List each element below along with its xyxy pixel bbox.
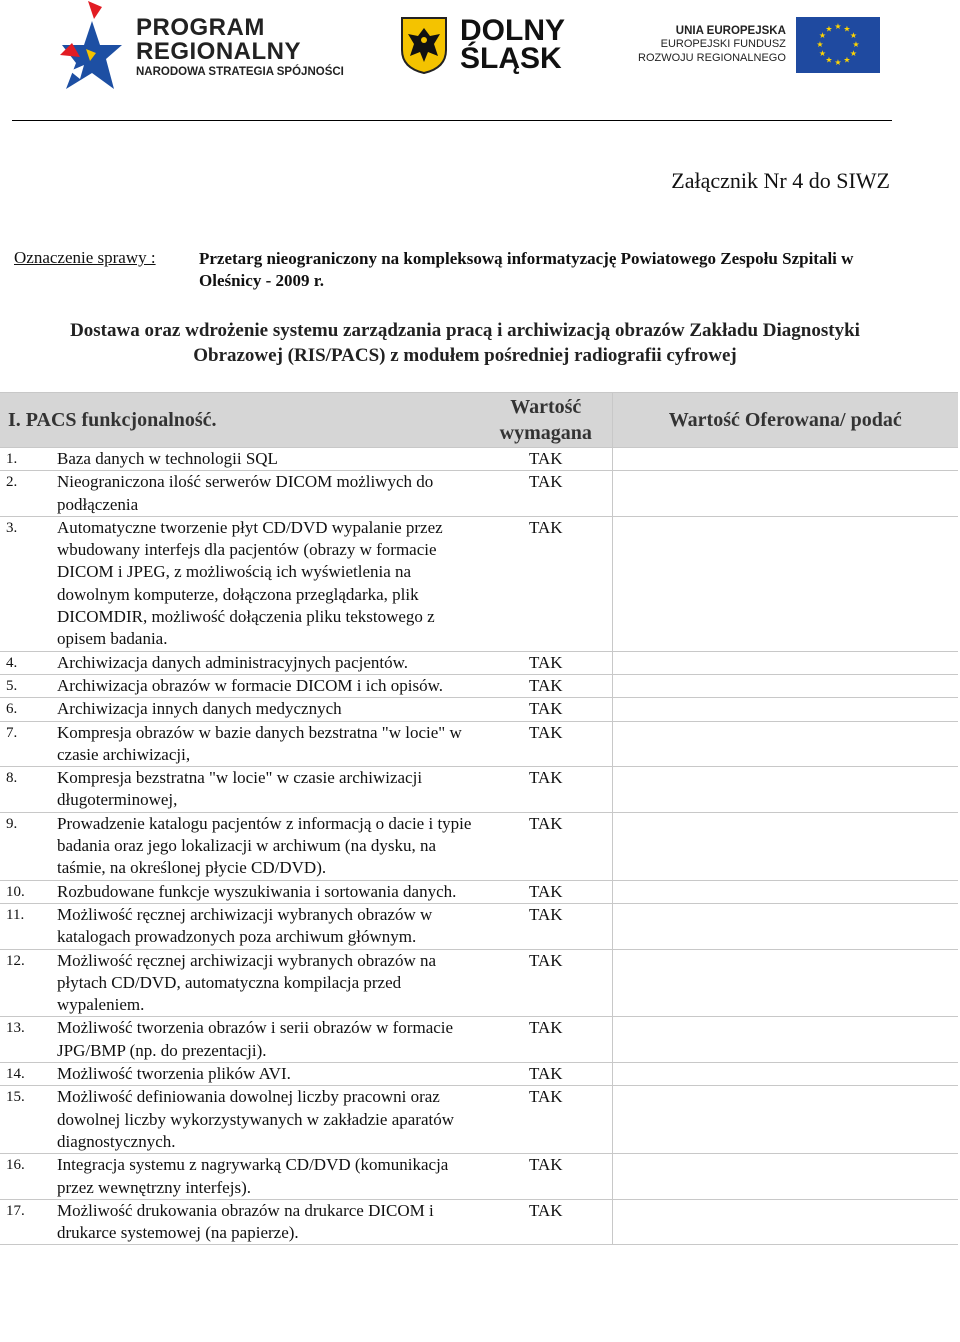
row-required-value: TAK (480, 767, 612, 813)
row-description: Automatyczne tworzenie płyt CD/DVD wypalanie przez wbudowany interfejs dla pacjentów (obrazy w formacie DICOM i JPEG, z możliwością ich wyświetlenia na dowolnym komputerze, dołączona przeglądarka, plik DICOMDIR, możliwość dołączenia pliku tekstowego z opisem badania. (57, 516, 480, 651)
row-description: Nieograniczona ilość serwerów DICOM możliwych do podłączenia (57, 471, 480, 517)
section-title: I. PACS funkcjonalność. (0, 393, 480, 448)
row-description: Archiwizacja danych administracyjnych pacjentów. (57, 651, 480, 674)
row-offered-value (612, 516, 958, 651)
row-description: Prowadzenie katalogu pacjentów z informacją o dacie i typie badania oraz jego lokalizacji w archiwum (na dysku, na taśmie, na określonej płycie CD/DVD). (57, 812, 480, 880)
svg-text:★: ★ (818, 49, 826, 58)
svg-text:★: ★ (834, 22, 842, 31)
row-number: 14. (0, 1063, 57, 1086)
eu-logo-line3: ROZWOJU REGIONALNEGO (638, 52, 786, 65)
case-text: Przetarg nieograniczony na kompleksową informatyzację Powiatowego Zespołu Szpitali w Oleśnicy - 2009 r. (199, 249, 854, 290)
logo-bar (0, 0, 960, 100)
row-required-value: TAK (480, 516, 612, 651)
row-description: Rozbudowane funkcje wyszukiwania i sortowania danych. (57, 880, 480, 903)
table-row (0, 698, 958, 721)
column-header-offered: Wartość Oferowana/ podać (612, 393, 958, 448)
row-number: 4. (0, 651, 57, 674)
table-row (0, 949, 958, 1017)
header-divider (12, 120, 892, 121)
row-offered-value (612, 698, 958, 721)
row-required-value: TAK (480, 674, 612, 697)
table-row (0, 721, 958, 767)
eu-logo-line2: EUROPEJSKI FUNDUSZ (660, 38, 786, 51)
row-offered-value (612, 812, 958, 880)
row-required-value: TAK (480, 471, 612, 517)
program-logo-line2: REGIONALNY (136, 37, 302, 65)
row-offered-value (612, 1154, 958, 1200)
row-number: 1. (0, 448, 57, 471)
row-number: 11. (0, 903, 57, 949)
program-regionalny-logo (58, 0, 344, 94)
row-number: 3. (0, 516, 57, 651)
row-description: Możliwość tworzenia obrazów i serii obrazów w formacie JPG/BMP (np. do prezentacji). (57, 1017, 480, 1063)
table-row (0, 1017, 958, 1063)
row-offered-value (612, 1199, 958, 1245)
eu-logo-line1: UNIA EUROPEJSKA (675, 25, 786, 38)
svg-text:★: ★ (825, 24, 833, 34)
row-description: Możliwość ręcznej archiwizacji wybranych obrazów na płytach CD/DVD, automatyczna kompilacja przed wypaleniem. (57, 949, 480, 1017)
row-number: 2. (0, 471, 57, 517)
row-offered-value (612, 448, 958, 471)
row-description: Archiwizacja innych danych medycznych (57, 698, 480, 721)
program-regionalny-star-icon (58, 1, 128, 93)
svg-text:★: ★ (843, 55, 851, 65)
row-offered-value (612, 674, 958, 697)
row-offered-value (612, 1017, 958, 1063)
row-description: Integracja systemu z nagrywarką CD/DVD (komunikacja przez wewnętrzny interfejs). (57, 1154, 480, 1200)
dolny-slask-logo (400, 14, 565, 76)
row-description: Baza danych w technologii SQL (57, 448, 480, 471)
svg-text:★: ★ (843, 24, 851, 34)
row-number: 7. (0, 721, 57, 767)
row-offered-value (612, 880, 958, 903)
eu-logo (638, 16, 880, 74)
row-description: Możliwość definiowania dowolnej liczby pracowni oraz dowolnej liczby wykorzystywanych w zakładzie aparatów diagnostycznych. (57, 1086, 480, 1154)
svg-text:★: ★ (816, 40, 824, 49)
table-row (0, 674, 958, 697)
table-row (0, 471, 958, 517)
row-description: Możliwość drukowania obrazów na drukarce DICOM i drukarce systemowej (na papierze). (57, 1199, 480, 1245)
subject-title: Dostawa oraz wdrożenie systemu zarządzania pracą i archiwizacją obrazów Zakładu Diagnostyki Obrazowej (RIS/PACS) z modułem pośredniej radiografii cyfrowej (70, 320, 860, 366)
row-number: 16. (0, 1154, 57, 1200)
row-offered-value (612, 903, 958, 949)
svg-text:★: ★ (852, 40, 860, 49)
svg-text:★: ★ (849, 49, 857, 58)
table-row (0, 1199, 958, 1245)
requirements-table (0, 392, 958, 1245)
dolny-slask-line1: DOLNY (460, 13, 565, 47)
eu-flag-icon (796, 17, 880, 73)
row-offered-value (612, 721, 958, 767)
row-number: 13. (0, 1017, 57, 1063)
dolny-slask-eagle-icon (400, 16, 448, 74)
svg-text:★: ★ (849, 31, 857, 40)
annex-title: Załącznik Nr 4 do SIWZ (671, 168, 890, 193)
row-required-value: TAK (480, 812, 612, 880)
table-header-row (0, 393, 958, 448)
column-header-required: Wartość wymagana (480, 393, 612, 448)
row-required-value: TAK (480, 880, 612, 903)
case-label: Oznaczenie sprawy : (14, 248, 156, 267)
row-offered-value (612, 1063, 958, 1086)
row-required-value: TAK (480, 721, 612, 767)
row-number: 5. (0, 674, 57, 697)
row-description: Kompresja obrazów w bazie danych bezstratna "w locie" w czasie archiwizacji, (57, 721, 480, 767)
dolny-slask-line2: ŚLĄSK (460, 42, 562, 75)
table-row (0, 880, 958, 903)
table-row (0, 1063, 958, 1086)
row-description: Możliwość ręcznej archiwizacji wybranych obrazów w katalogach prowadzonych poza archiwum głównym. (57, 903, 480, 949)
program-logo-line1: PROGRAM (136, 13, 265, 41)
row-offered-value (612, 651, 958, 674)
table-row (0, 812, 958, 880)
row-offered-value (612, 767, 958, 813)
row-number: 15. (0, 1086, 57, 1154)
row-required-value: TAK (480, 698, 612, 721)
row-number: 6. (0, 698, 57, 721)
row-offered-value (612, 471, 958, 517)
svg-text:★: ★ (818, 31, 826, 40)
row-number: 8. (0, 767, 57, 813)
row-required-value: TAK (480, 1063, 612, 1086)
svg-text:★: ★ (825, 55, 833, 65)
row-required-value: TAK (480, 949, 612, 1017)
table-row (0, 651, 958, 674)
table-row (0, 1154, 958, 1200)
row-required-value: TAK (480, 448, 612, 471)
row-number: 9. (0, 812, 57, 880)
row-required-value: TAK (480, 1017, 612, 1063)
table-row (0, 903, 958, 949)
table-row (0, 448, 958, 471)
row-required-value: TAK (480, 903, 612, 949)
row-required-value: TAK (480, 1154, 612, 1200)
row-number: 10. (0, 880, 57, 903)
row-offered-value (612, 1086, 958, 1154)
row-description: Kompresja bezstratna "w locie" w czasie archiwizacji długoterminowej, (57, 767, 480, 813)
row-required-value: TAK (480, 1199, 612, 1245)
table-row (0, 1086, 958, 1154)
table-row (0, 516, 958, 651)
row-number: 12. (0, 949, 57, 1017)
program-logo-line3: NARODOWA STRATEGIA SPÓJNOŚCI (136, 65, 344, 78)
row-required-value: TAK (480, 651, 612, 674)
row-number: 17. (0, 1199, 57, 1245)
svg-text:★: ★ (834, 58, 842, 67)
table-row (0, 767, 958, 813)
row-description: Możliwość tworzenia plików AVI. (57, 1063, 480, 1086)
row-description: Archiwizacja obrazów w formacie DICOM i ich opisów. (57, 674, 480, 697)
row-offered-value (612, 949, 958, 1017)
row-required-value: TAK (480, 1086, 612, 1154)
